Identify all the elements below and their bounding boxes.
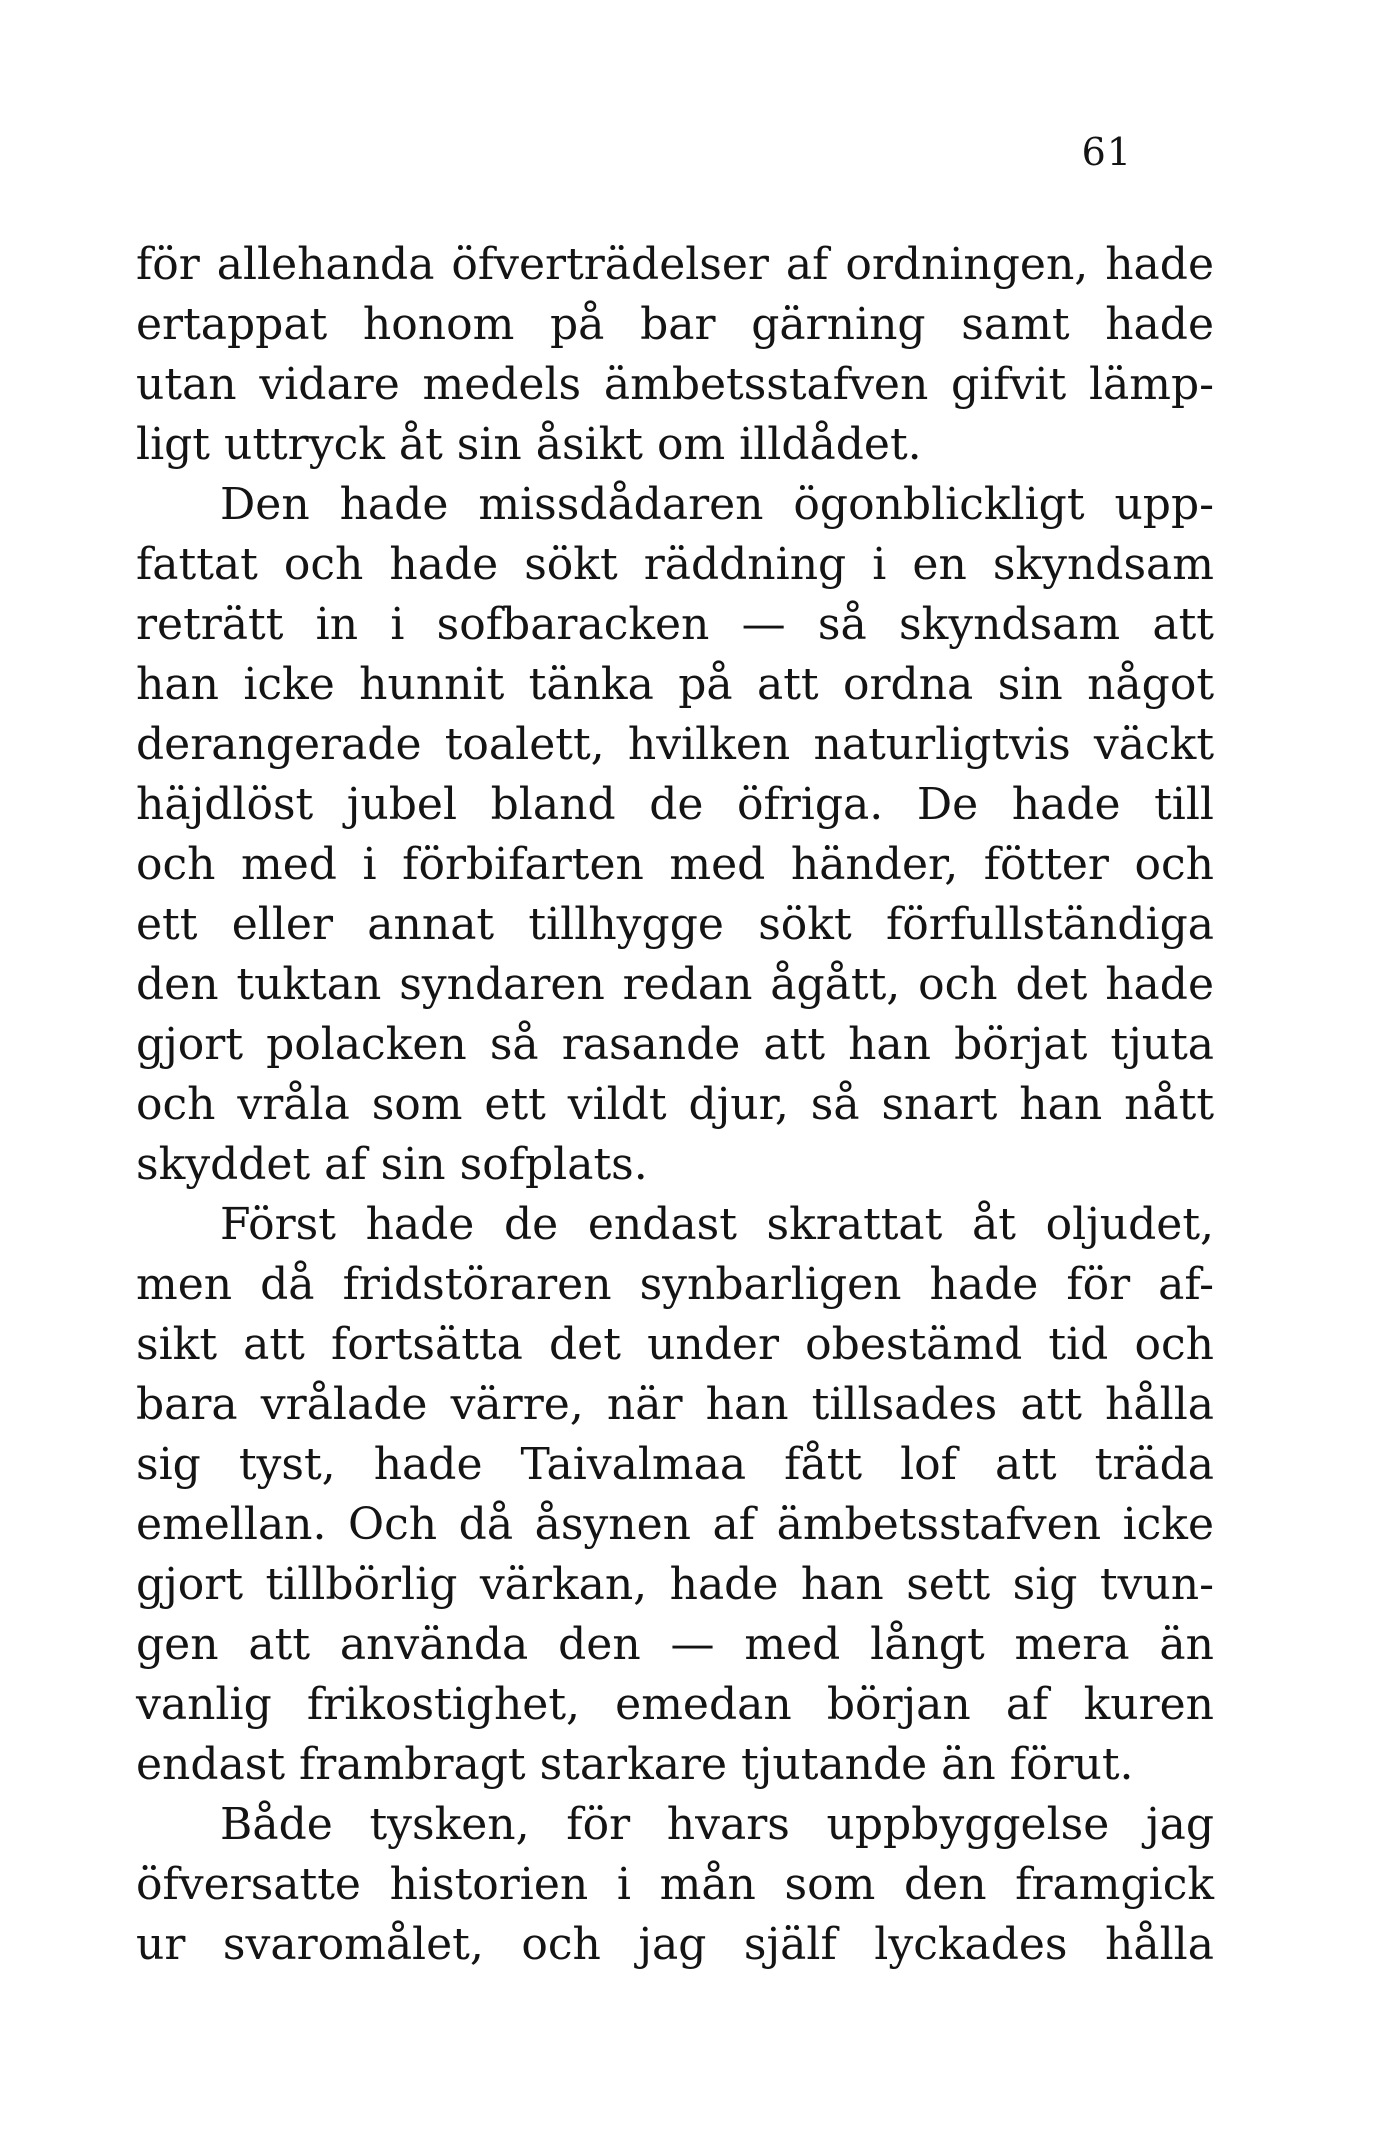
text-line: för allehanda öfverträdelser af ordningen, hade — [136, 239, 1214, 290]
text-line: sig tyst, hade Taivalmaa fått lof att träda — [136, 1439, 1214, 1490]
text-line: ett eller annat tillhygge sökt förfullständiga — [136, 899, 1214, 950]
paragraph-start-line: Den hade missdådaren ögonblickligt upp- — [220, 479, 1214, 530]
text-line: öfversatte historien i mån som den framgick — [136, 1859, 1214, 1910]
paragraph-start-line: Först hade de endast skrattat åt oljudet, — [220, 1199, 1214, 1250]
text-line: ertappat honom på bar gärning samt hade — [136, 299, 1214, 350]
text-line: derangerade toalett, hvilken naturligtvis väckt — [136, 719, 1214, 770]
text-line: vanlig frikostighet, emedan början af kuren — [136, 1679, 1214, 1730]
text-line: skyddet af sin sofplats. — [136, 1139, 648, 1190]
text-line: men då fridstöraren synbarligen hade för af- — [136, 1259, 1214, 1310]
text-line: gen att använda den — med långt mera än — [136, 1619, 1214, 1670]
text-line: utan vidare medels ämbetsstafven gifvit lämp- — [136, 359, 1214, 410]
text-line: ligt uttryck åt sin åsikt om illdådet. — [136, 419, 922, 470]
text-line: han icke hunnit tänka på att ordna sin något — [136, 659, 1214, 710]
text-line: endast frambragt starkare tjutande än förut. — [136, 1739, 1134, 1790]
text-line: och med i förbifarten med händer, fötter och — [136, 839, 1214, 890]
text-line: ur svaromålet, och jag själf lyckades hålla — [136, 1919, 1214, 1970]
text-line: reträtt in i sofbaracken — så skyndsam att — [136, 599, 1214, 650]
page-number: 61 — [1081, 130, 1132, 174]
body-text — [136, 235, 1214, 1975]
text-line: gjort tillbörlig värkan, hade han sett sig tvun- — [136, 1559, 1214, 1610]
text-line: häjdlöst jubel bland de öfriga. De hade till — [136, 779, 1214, 830]
text-line: och vråla som ett vildt djur, så snart han nått — [136, 1079, 1214, 1130]
paragraph-start-line: Både tysken, för hvars uppbyggelse jag — [220, 1799, 1214, 1850]
text-line: emellan. Och då åsynen af ämbetsstafven icke — [136, 1499, 1214, 1550]
text-line: bara vrålade värre, när han tillsades att hålla — [136, 1379, 1214, 1430]
text-line: den tuktan syndaren redan ågått, och det hade — [136, 959, 1214, 1010]
text-line: fattat och hade sökt räddning i en skyndsam — [136, 539, 1214, 590]
text-line: gjort polacken så rasande att han börjat tjuta — [136, 1019, 1214, 1070]
text-line: sikt att fortsätta det under obestämd tid och — [136, 1319, 1214, 1370]
